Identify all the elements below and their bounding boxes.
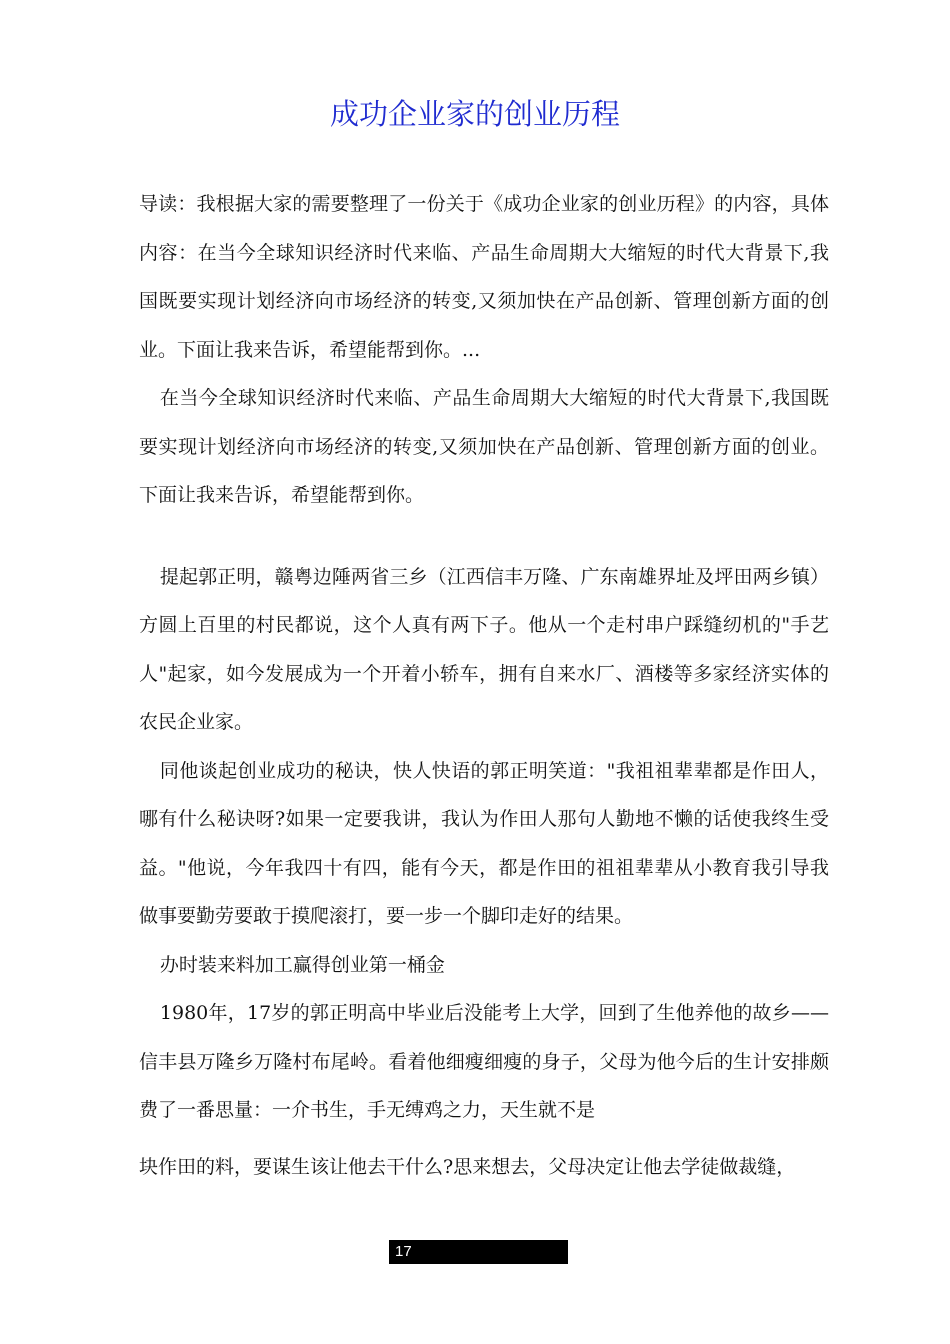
body-paragraph: 在当今全球知识经济时代来临、产品生命周期大大缩短的时代大背景下,我国既要实现计划经济向市场经济的转变,又须加快在产品创新、管理创新方面的创业。下面让我来告诉，希望能帮到你。 (139, 387, 829, 506)
intro-paragraph: 导读：我根据大家的需要整理了一份关于《成功企业家的创业历程》的内容，具体内容：在当今全球知识经济时代来临、产品生命周期大大缩短的时代大背景下,我国既要实现计划经济向市场经济的转变,又须加快在产品创新、管理创新方面的创业。下面让我来告诉，希望能帮到你。... (139, 193, 829, 361)
paragraph-spacer (139, 1135, 829, 1143)
body-paragraph: 同他谈起创业成功的秘诀，快人快语的郭正明笑道："我祖祖辈辈都是作田人，哪有什么秘诀呀?如果一定要我讲，我认为作田人那句人勤地不懒的话使我终生受益。"他说，今年我四十有四，能有今天，都是作田的祖祖辈辈从小教育我引导我做事要勤劳要敢于摸爬滚打，要一步一个脚印走好的结果。 (139, 759, 829, 927)
document-title: 成功企业家的创业历程 (329, 97, 620, 131)
page-number: 17 (395, 1243, 412, 1260)
body-paragraph: 1980年，17岁的郭正明高中毕业后没能考上大学，回到了生他养他的故乡——信丰县万隆乡万隆村布尾岭。看着他细瘦细瘦的身子，父母为他今后的生计安排颇费了一番思量：一介书生，手无缚鸡之力，天生就不是 (139, 1002, 829, 1121)
document-body (139, 180, 829, 1191)
paragraph-spacer (139, 520, 829, 553)
section-heading: 办时装来料加工赢得创业第一桶金 (159, 953, 445, 976)
body-paragraph: 块作田的料，要谋生该让他去干什么?思来想去，父母决定让他去学徒做裁缝， (139, 1155, 796, 1178)
page-footer-bar (389, 1240, 568, 1264)
body-paragraph: 提起郭正明，赣粤边陲两省三乡（江西信丰万隆、广东南雄界址及坪田两乡镇）方圆上百里的村民都说，这个人真有两下子。他从一个走村串户踩缝纫机的"手艺人"起家，如今发展成为一个开着小轿车，拥有自来水厂、酒楼等多家经济实体的农民企业家。 (139, 565, 829, 733)
